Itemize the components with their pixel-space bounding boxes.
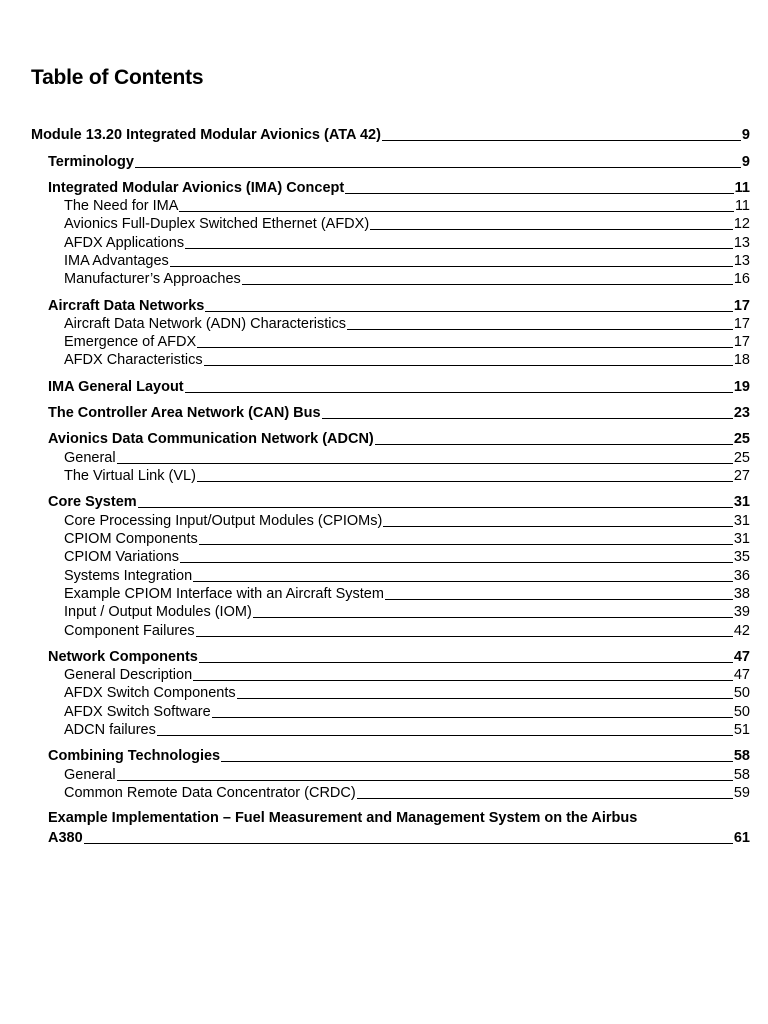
toc-entry-label: A380 [48,830,83,846]
toc-leader [357,798,733,799]
toc-page-number: 18 [733,352,750,368]
toc-page-number: 17 [733,334,750,350]
toc-leader [197,347,733,348]
toc-entry-label: CPIOM Components [64,531,198,547]
toc-page-number: 59 [733,785,750,801]
toc-entry-label: IMA General Layout [48,379,184,395]
toc-entry-label: Core Processing Input/Output Modules (CPIOMs) [64,513,383,529]
toc-entry-label: Example CPIOM Interface with an Aircraft System [64,586,384,602]
toc-page-number: 23 [733,405,750,421]
toc-page-number: 31 [733,513,750,529]
toc-entry-combining-technologies[interactable] [48,747,750,765]
toc-page-number: 38 [733,586,750,602]
toc-page-number: 58 [733,748,750,764]
toc-entry-example-implementation[interactable] [48,829,750,847]
toc-page-number: 25 [733,450,750,466]
toc-subentry[interactable] [64,512,750,530]
toc-entry-label: Systems Integration [64,568,193,584]
toc-leader [196,636,733,637]
toc-subentry[interactable] [64,270,750,288]
toc-subentry[interactable] [64,784,750,802]
toc-entry-label: Input / Output Modules (IOM) [64,604,252,620]
toc-leader [385,599,733,600]
toc-leader [193,581,733,582]
toc-page-number: 27 [733,468,750,484]
toc-entry-core-system[interactable] [48,493,750,511]
toc-entry-label: Manufacturer’s Approaches [64,271,241,287]
toc-subentry[interactable] [64,315,750,333]
toc-leader [212,717,733,718]
toc-entry-label: AFDX Characteristics [64,352,203,368]
toc-leader [221,761,733,762]
toc-leader [382,140,741,141]
toc-subentry[interactable] [64,622,750,640]
toc-page-number: 50 [733,704,750,720]
toc-subentry[interactable] [64,351,750,369]
toc-leader [179,211,734,212]
toc-entry-ima-concept[interactable] [48,179,750,197]
toc-subentry[interactable] [64,333,750,351]
page-title: Table of Contents [31,66,204,89]
toc-entry-terminology[interactable] [48,153,750,171]
toc-leader [157,735,733,736]
toc-page-number: 9 [741,127,750,143]
toc-subentry[interactable] [64,703,750,721]
toc-entry-can-bus[interactable] [48,404,750,422]
toc-page-number: 31 [733,531,750,547]
toc-entry-network-components[interactable] [48,648,750,666]
toc-entry-label: Aircraft Data Networks [48,298,205,314]
toc-entry-label: IMA Advantages [64,253,169,269]
toc-entry-label: General [64,450,116,466]
toc-entry-label: General [64,767,116,783]
toc-leader [180,562,733,563]
toc-entry-example-implementation-line1[interactable]: Example Implementation – Fuel Measurement and Management System on the Airbus [48,810,638,826]
toc-subentry[interactable] [64,666,750,684]
toc-leader [253,617,733,618]
toc-leader [117,463,733,464]
toc-page-number: 11 [734,180,750,196]
toc-subentry[interactable] [64,215,750,233]
toc-subentry[interactable] [64,684,750,702]
toc-page-number: 16 [733,271,750,287]
toc-entry-adcn[interactable] [48,430,750,448]
toc-leader [185,248,733,249]
toc-subentry[interactable] [64,234,750,252]
toc-page-number: 12 [733,216,750,232]
toc-page-number: 47 [733,649,750,665]
toc-entry-label: Combining Technologies [48,748,221,764]
toc-entry-label: ADCN failures [64,722,156,738]
toc-entry-label: Module 13.20 Integrated Modular Avionics (ATA 42) [31,127,381,143]
toc-page-number: 39 [733,604,750,620]
toc-entry-label: The Virtual Link (VL) [64,468,196,484]
toc-leader [345,193,733,194]
toc-leader [204,365,733,366]
toc-page-number: 36 [733,568,750,584]
toc-entry-label: Network Components [48,649,198,665]
toc-entry-aircraft-data-networks[interactable] [48,297,750,315]
toc-leader [237,698,733,699]
toc-entry-label: AFDX Switch Components [64,685,236,701]
toc-entry-label: Integrated Modular Avionics (IMA) Concept [48,180,345,196]
toc-page-number: 9 [741,154,750,170]
toc-leader [375,444,733,445]
toc-page-number: 13 [733,253,750,269]
toc-leader [117,780,733,781]
toc-entry-label: Terminology [48,154,134,170]
toc-page-number: 25 [733,431,750,447]
toc-leader [185,392,733,393]
toc-page-number: 31 [733,494,750,510]
toc-leader [370,229,733,230]
toc-entry-label: Common Remote Data Concentrator (CRDC) [64,785,356,801]
toc-page-number: 35 [733,549,750,565]
toc-entry-module[interactable] [31,126,750,144]
toc-subentry[interactable] [64,252,750,270]
toc-leader [84,843,733,844]
toc-entry-label: AFDX Applications [64,235,185,251]
toc-entry-label: Emergence of AFDX [64,334,197,350]
toc-leader [242,284,733,285]
toc-entry-label: Avionics Data Communication Network (ADCN) [48,431,374,447]
toc-entry-label: CPIOM Variations [64,549,179,565]
toc-page-number: 58 [733,767,750,783]
toc-entry-label: The Need for IMA [64,198,179,214]
toc-leader [383,526,733,527]
toc-leader [135,167,741,168]
toc-subentry[interactable] [64,548,750,566]
toc-entry-ima-general-layout[interactable] [48,378,750,396]
toc-leader [138,507,733,508]
toc-entry-label: General Description [64,667,193,683]
toc-leader [199,662,733,663]
toc-subentry[interactable] [64,766,750,784]
toc-subentry[interactable] [64,585,750,603]
toc-entry-label: Aircraft Data Network (ADN) Characteristics [64,316,346,332]
toc-entry-label: The Controller Area Network (CAN) Bus [48,405,321,421]
toc-page-number: 11 [734,198,750,214]
toc-page-number: 19 [733,379,750,395]
toc-page-number: 61 [733,830,750,846]
toc-leader [193,680,733,681]
toc-page-number: 17 [733,316,750,332]
toc-entry-label: Core System [48,494,137,510]
toc-leader [347,329,733,330]
toc-page-number: 47 [733,667,750,683]
toc-subentry[interactable] [64,567,750,585]
toc-entry-label: Component Failures [64,623,195,639]
toc-subentry[interactable] [64,467,750,485]
toc-page-number: 50 [733,685,750,701]
toc-subentry[interactable] [64,197,750,215]
toc-leader [205,311,733,312]
toc-page-number: 13 [733,235,750,251]
toc-leader [197,481,733,482]
toc-leader [170,266,733,267]
toc-entry-label: Avionics Full-Duplex Switched Ethernet (AFDX) [64,216,370,232]
toc-page-number: 17 [733,298,750,314]
toc-page-number: 51 [733,722,750,738]
toc-subentry[interactable] [64,449,750,467]
toc-leader [322,418,733,419]
toc-leader [199,544,733,545]
toc-entry-label: AFDX Switch Software [64,704,211,720]
toc-subentry[interactable] [64,721,750,739]
toc-page-number: 42 [733,623,750,639]
toc-subentry[interactable] [64,603,750,621]
toc-subentry[interactable] [64,530,750,548]
